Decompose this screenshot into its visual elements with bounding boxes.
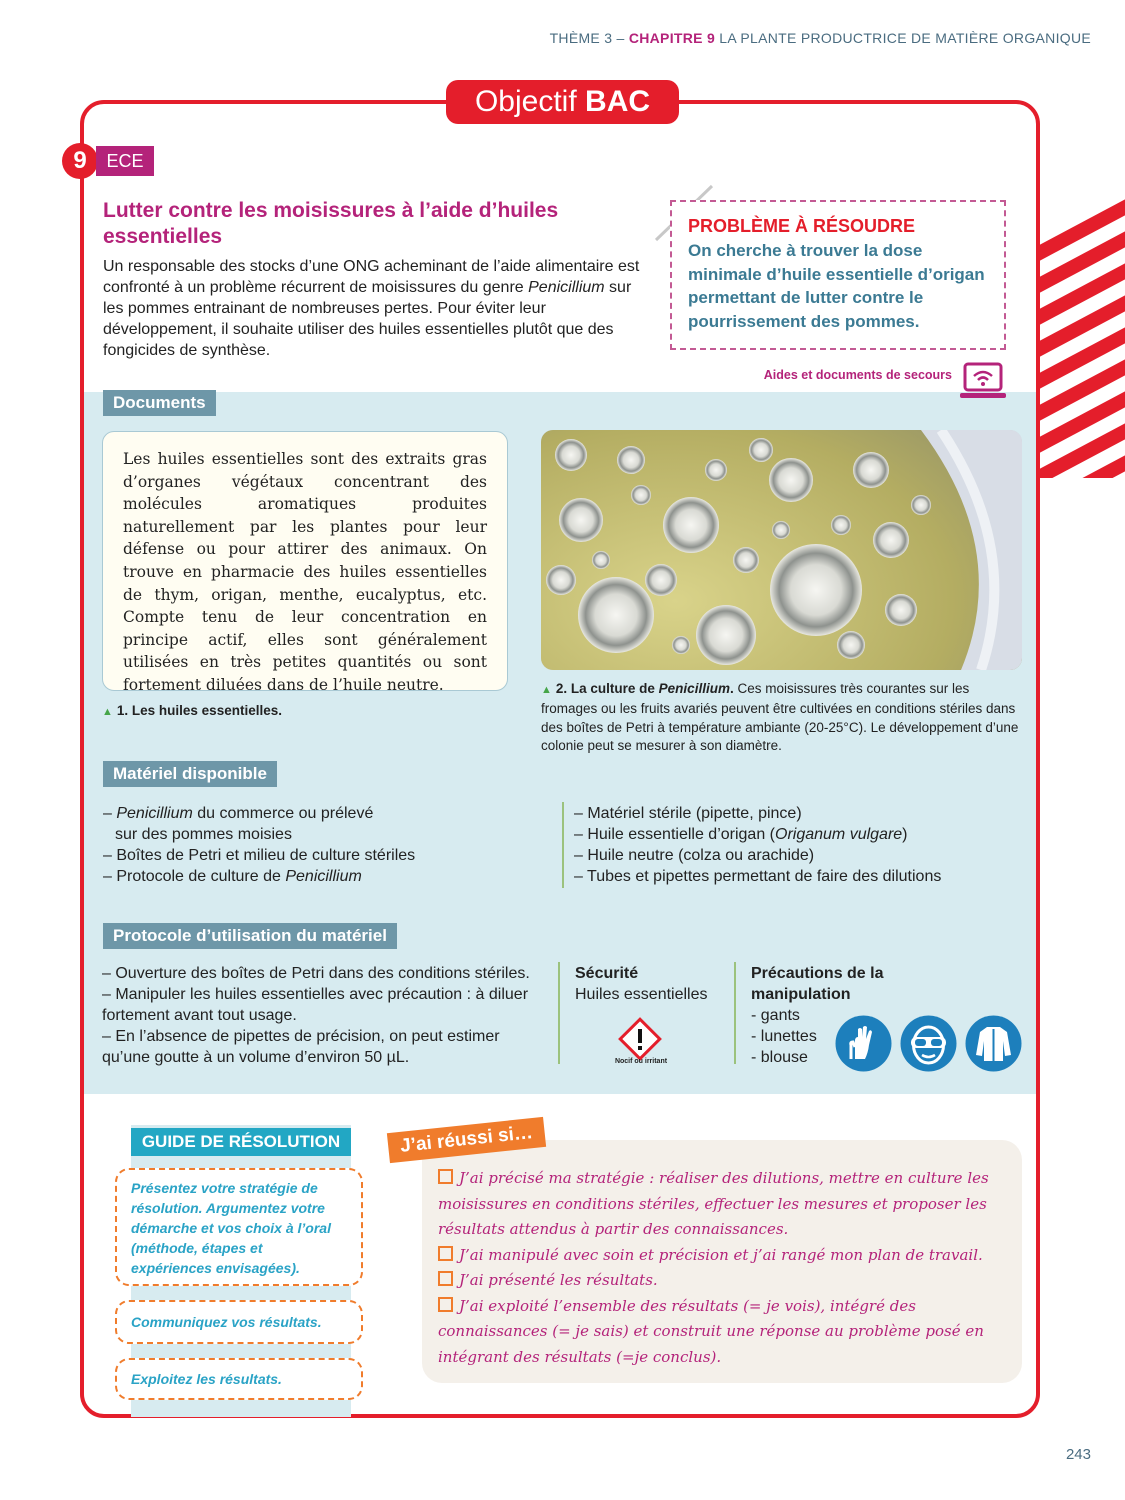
checkbox-icon[interactable] [438,1246,453,1261]
document-1-caption [102,703,282,718]
laptop-wifi-icon[interactable] [960,362,1006,400]
reussi-checklist [438,1166,1004,1370]
intro-before: Un responsable des stocks d’une ONG acheminant de l’aide alimentaire est confronté à un problème récurrent de moisissures du genre [103,258,640,296]
materiel-left-list [103,803,543,887]
intro-genus: Penicillium [528,279,605,296]
checklist-item [438,1166,1004,1243]
problem-box [670,200,1006,350]
ece-tag: ECE [96,146,154,176]
materiel-right-list [574,803,1014,887]
badge-prefix: Objectif [474,85,577,118]
goggles-icon [900,1015,957,1072]
problem-heading: PROBLÈME À RÉSOUDRE [688,216,916,236]
exercise-number: 9 [62,143,98,179]
materiel-item: – Penicillium du commerce ou prélevé [103,805,374,822]
checklist-item [438,1294,1004,1371]
doc2-caption-bold: 2. La culture de [555,681,659,696]
guide-step: Exploitez les résultats. [115,1358,363,1400]
documents-heading: Documents [103,390,216,416]
precaution-item: - gants [751,1007,800,1024]
badge-bold: BAC [585,85,651,118]
precaution-item: - blouse [751,1049,808,1066]
exercise-title: Lutter contre les moisissures à l’aide d’huiles essentielles [103,199,559,248]
materiel-item: – Tubes et pipettes permettant de faire des dilutions [574,868,942,885]
securite-text: Huiles essentielles [575,986,708,1003]
gloves-icon [835,1015,892,1072]
document-1-text: Les huiles essentielles sont des extraits gras d’organes végétaux concentrant des molécules aromatiques produites naturellement par les plantes pour leur défense ou pour attirer des animaux. On trouve en pharmacie des huiles essentielles de thym, origan, menthe, eucalyptus, etc. Compte tenu de leur concentration en principe actif, elles sont généralement utilisées en très petites quantités ou sont fortement diluées dans de l’huile neutre. [102,431,508,691]
intro-after: sur les pommes entrainant de nombreuses pertes. Pour éviter leur développement, il souhaite utiliser des huiles essentielles plutôt que des fongicides de synthèse. [103,279,632,359]
divider [558,962,560,1064]
page-number: 243 [1065,1446,1091,1463]
checklist-text: J’ai manipulé avec soin et précision et j’ai rangé mon plan de travail. [459,1245,983,1264]
materiel-item: – Boîtes de Petri et milieu de culture stériles [103,847,416,864]
doc2-caption-dot: . [729,681,734,696]
divider [734,962,736,1064]
materiel-item1-rest: du commerce ou prélevé [192,805,374,822]
penicillium-culture-photo [541,430,1022,670]
materiel-item3-pre: – Protocole de culture de [103,868,286,885]
problem-text: On cherche à trouver la dose minimale d’huile essentielle d’origan permettant de lutter contre le pourrissement des pommes. [688,241,985,331]
header-chapter-title: LA PLANTE PRODUCTRICE DE MATIÈRE ORGANIQUE [719,30,1091,46]
guide-step: Présentez votre stratégie de résolution. Argumentez votre démarche et vos choix à l’oral (méthode, étapes et expériences envisagées). [115,1168,363,1286]
pictogram-label: Nocif ou irritant [614,1058,668,1065]
protocole-text [102,963,542,1068]
materiel-item: – Matériel stérile (pipette, pince) [574,805,802,822]
reussi-heading: J’ai réussi si… [387,1117,546,1163]
checkbox-icon[interactable] [438,1271,453,1286]
securite-heading: Sécurité [575,965,639,982]
protocole-line: – Ouverture des boîtes de Petri dans des conditions stériles. [102,965,530,982]
precautions-heading: Précautions de la manipulation [751,965,884,1003]
protocole-line: – Manipuler les huiles essentielles avec précaution : à diluer fortement avant tout usage. [102,986,529,1024]
protocole-heading: Protocole d’utilisation du matériel [103,923,397,949]
checklist-item [438,1243,1004,1269]
doc1-caption-text: 1. Les huiles essentielles. [116,703,282,718]
aides-link[interactable]: Aides et documents de secours [763,368,952,382]
checkbox-icon[interactable] [438,1297,453,1312]
materiel-item1-italic: Penicillium [116,805,193,822]
checklist-text: J’ai exploité l’ensemble des résultats (= je vois), intégré des connaissances (= je sais) et construit une réponse au problème posé en intégrant des résultats (=je conclus). [438,1296,984,1366]
decorative-stripes [1040,188,1125,478]
header-chapter: CHAPITRE 9 [628,30,716,46]
materiel-item2-italic: Origanum vulgare [775,826,903,843]
lab-coat-icon [965,1015,1022,1072]
materiel-item [574,824,1014,845]
materiel-item3-italic: Penicillium [285,868,362,885]
materiel-heading: Matériel disponible [103,761,277,787]
protocole-line: – En l’absence de pipettes de précision, on peut estimer qu’une goutte à un volume d’environ 50 µL. [102,1028,500,1066]
doc2-caption-text: Ces moisissures très courantes sur les fromages ou les fruits avariés peuvent être cultivées en conditions stériles dans des boîtes de Petri à température ambiante (20-25°C). Le développement d’une colonie peut se mesurer à son diamètre. [541,681,1019,754]
checklist-text: J’ai précisé ma stratégie : réaliser des dilutions, mettre en culture les moisissures en conditions stériles, effectuer les mesures et proposer les résultats attendus à partir des connaissances. [438,1169,989,1238]
doc2-caption-italic: Penicillium [658,681,730,696]
materiel-item2-pre: – Huile essentielle d’origan ( [574,826,775,843]
caption-triangle-icon: ▲ [102,706,113,718]
checkbox-icon[interactable] [438,1169,453,1184]
checklist-text: J’ai présenté les résultats. [459,1271,658,1289]
materiel-item-line2: sur des pommes moisies [115,826,292,843]
ghs-exclamation-icon [617,1016,663,1062]
header-theme: THÈME 3 – [549,30,625,46]
exercise-intro [103,256,643,361]
divider [562,802,564,888]
checklist-item [438,1268,1004,1294]
running-header [550,30,1091,46]
objectif-bac-badge [446,80,679,124]
caption-triangle-icon: ▲ [541,684,552,696]
guide-heading: GUIDE DE RÉSOLUTION [131,1128,351,1156]
document-2-caption [541,680,1022,756]
precaution-item: - lunettes [751,1028,817,1045]
securite-block [575,963,725,1005]
materiel-item: – Huile neutre (colza ou arachide) [574,847,815,864]
guide-step: Communiquez vos résultats. [115,1300,363,1344]
materiel-item [103,866,543,887]
materiel-item2-post: ) [902,826,908,843]
